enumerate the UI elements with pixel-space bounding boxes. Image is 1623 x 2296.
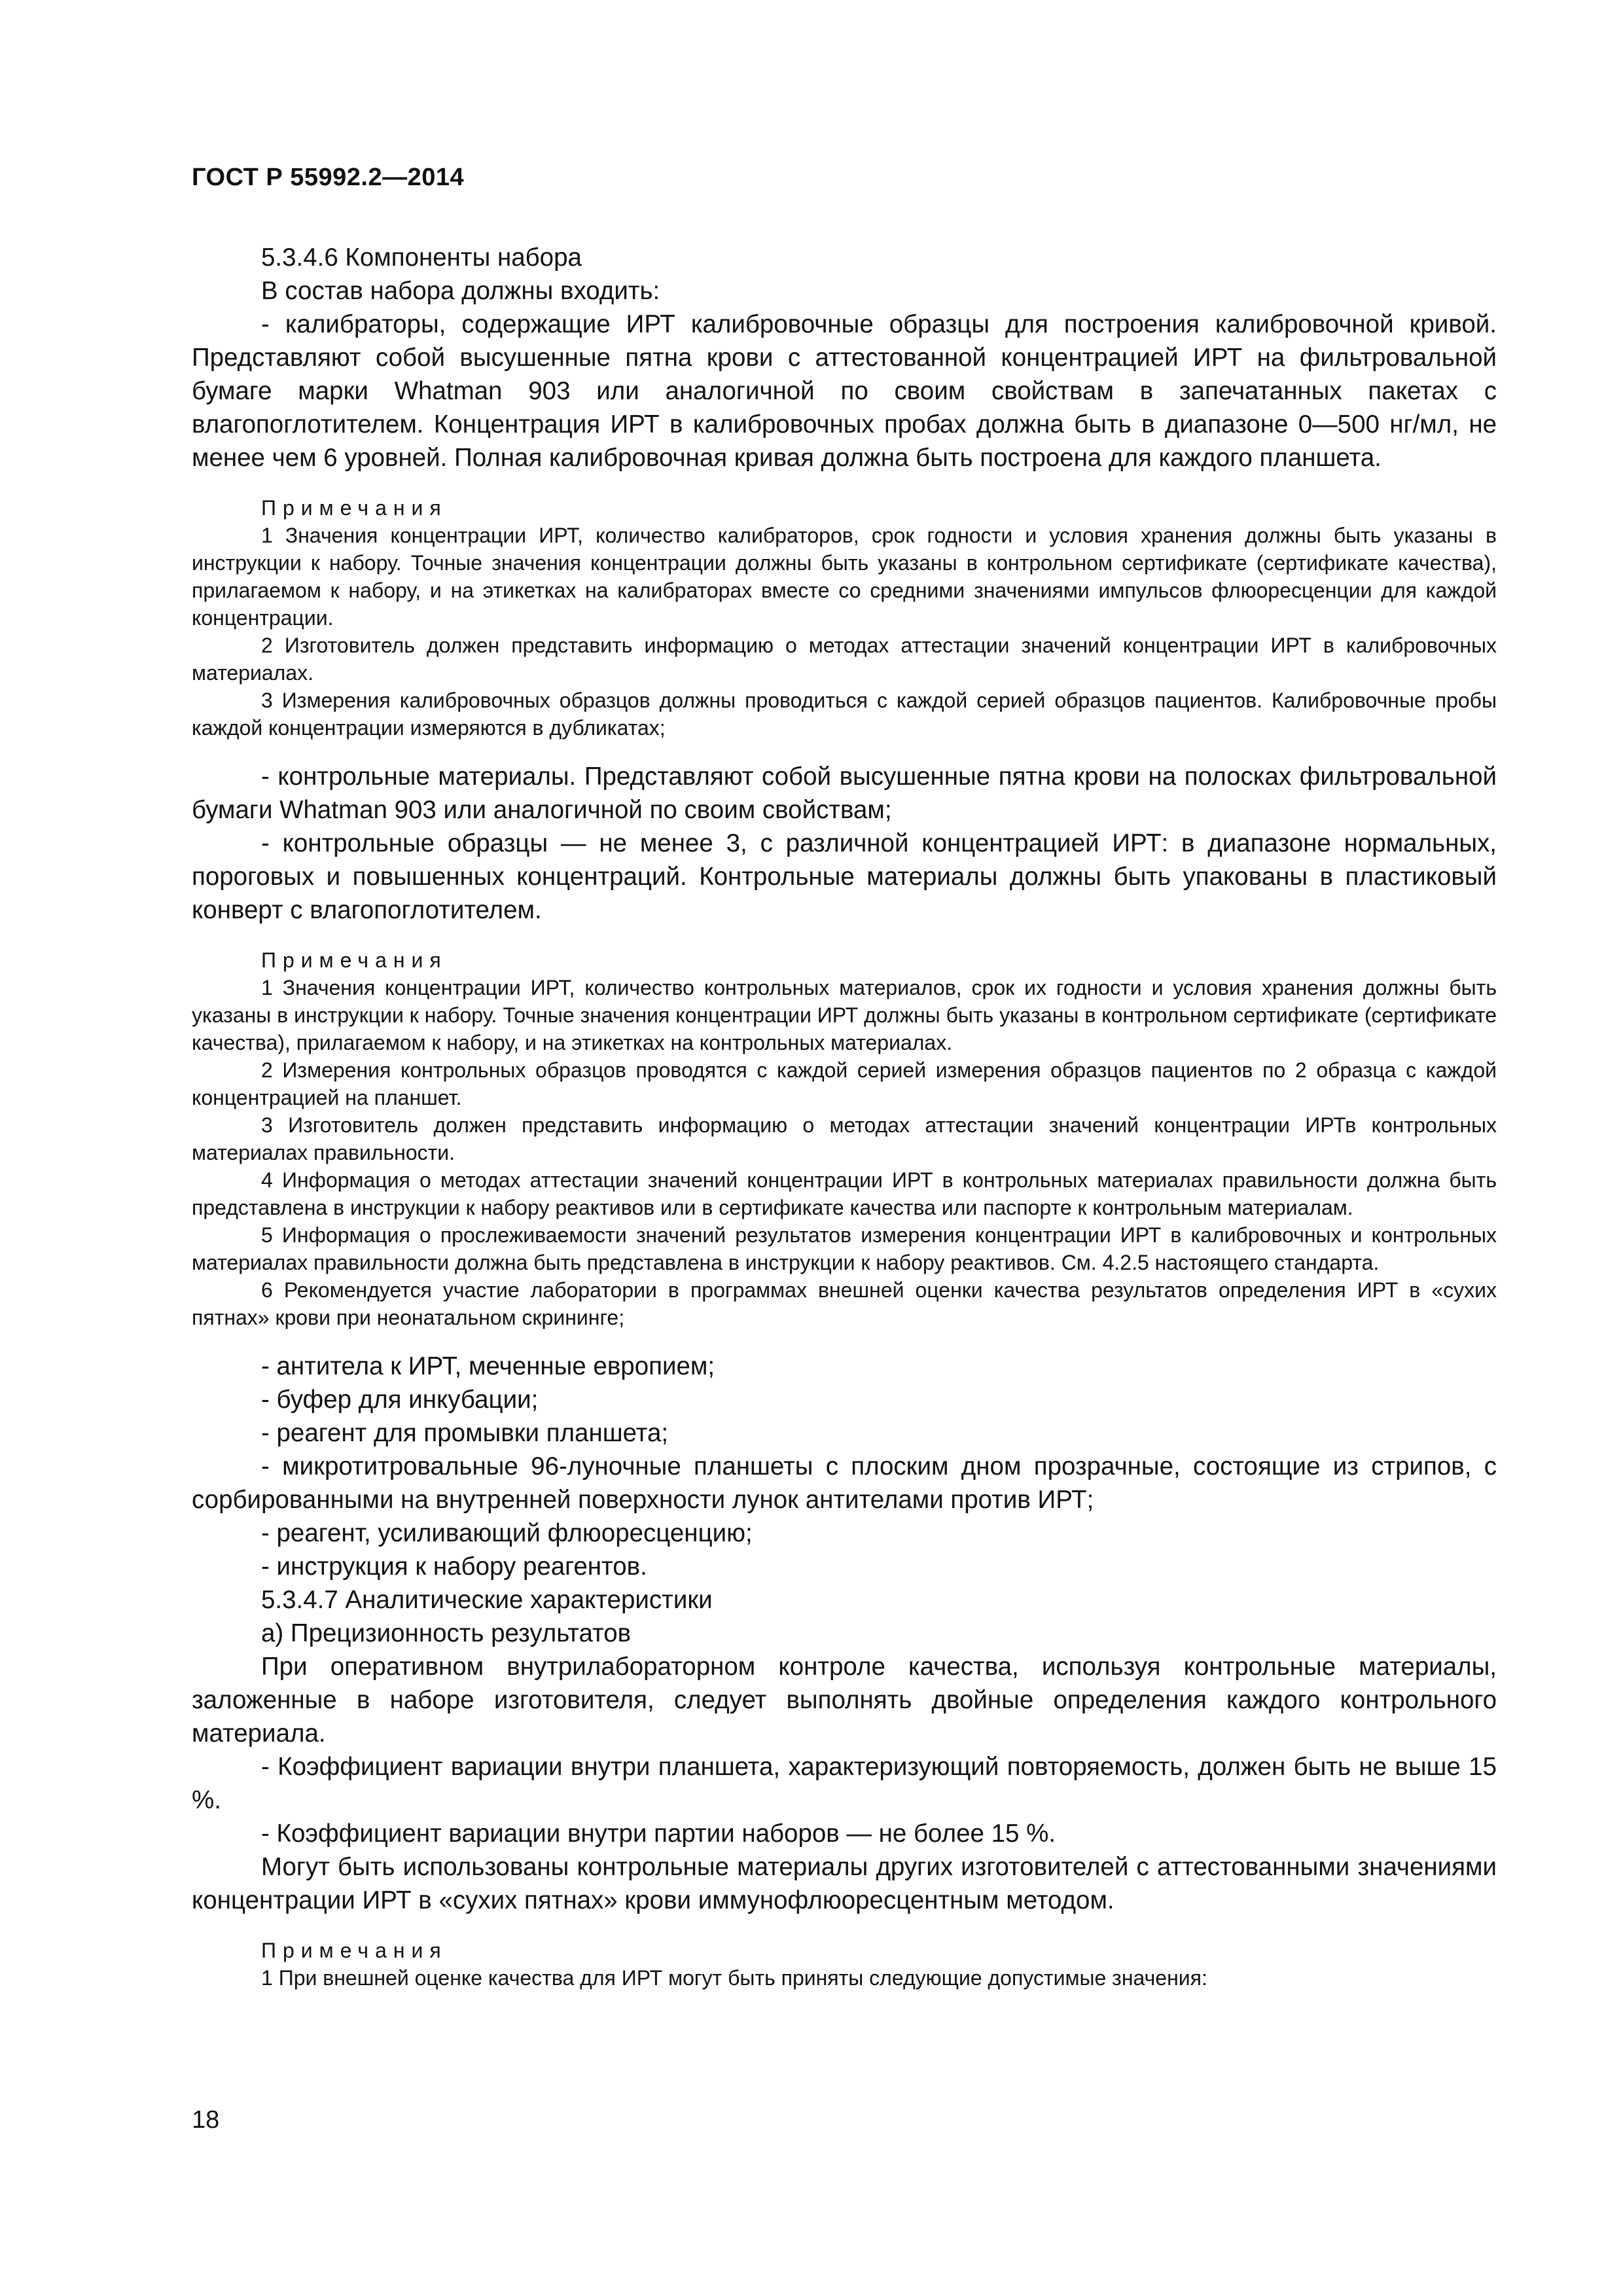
note-2-2: 2 Измерения контрольных образцов проводятся с каждой серией измерения образцов пациентов по 2 образца с каждой концентрацией на планшет. [192, 1058, 1497, 1109]
notes-heading-1: Примечания [261, 496, 448, 520]
note-2-6: 6 Рекомендуется участие лаборатории в программах внешней оценки качества результатов определения ИРТ в «сухих пятнах» крови при неонатальном скрининге; [192, 1278, 1497, 1329]
subsection-a-title: а) Прецизионность результатов [261, 1619, 632, 1647]
note-3-1: 1 При внешней оценке качества для ИРТ могут быть приняты следующие допустимые значения: [261, 1966, 1207, 1990]
list-item-control-samples: - контрольные образцы — не менее 3, с различной концентрацией ИРТ: в диапазоне нормальных, пороговых и повышенных концентраций. Контрольные материалы должны быть упакованы в пластиковый конверт с влагопоглотителем. [192, 829, 1497, 924]
notes-heading-2: Примечания [261, 948, 448, 972]
list-item-incubation-buffer: - буфер для инкубации; [261, 1386, 539, 1414]
list-item-control-materials: - контрольные материалы. Представляют собой высушенные пятна крови на полосках фильтровальной бумаги Whatman 903 или аналогичной по своим свойствам; [192, 762, 1497, 824]
list-item-instructions: - инструкция к набору реагентов. [261, 1552, 647, 1581]
document-code-header: ГОСТ Р 55992.2—2014 [192, 164, 465, 191]
kit-composition-intro: В состав набора должны входить: [261, 277, 660, 305]
other-manufacturers-paragraph: Могут быть использованы контрольные материалы других изготовителей с аттестованными значениями концентрации ИРТ в «сухих пятнах» крови иммунофлюоресцентным методом. [192, 1853, 1497, 1914]
notes-heading-3: Примечания [261, 1939, 448, 1962]
list-item-enhancement-reagent: - реагент, усиливающий флюоресценцию; [261, 1519, 753, 1547]
note-2-4: 4 Информация о методах аттестации значений концентрации ИРТ в контрольных материалах правильности должна быть представлена в инструкции к набору реактивов или в сертификате качества или паспорте к контрольным материалам. [192, 1168, 1497, 1219]
page-number: 18 [192, 2106, 220, 2134]
note-1-3: 3 Измерения калибровочных образцов должны проводиться с каждой серией образцов пациентов. Калибровочные пробы каждой концентрации измеряются в дубликатах; [192, 689, 1497, 740]
note-2-3: 3 Изготовитель должен представить информацию о методах аттестации значений концентрации ИРТв контрольных материалах правильности. [192, 1113, 1497, 1164]
list-item-cv-batch: - Коэффициент вариации внутри партии наборов — не более 15 %. [261, 1820, 1056, 1848]
section-5-3-4-7-title: 5.3.4.7 Аналитические характеристики [261, 1586, 713, 1614]
page-body [192, 241, 1497, 1992]
list-item-cv-plate: - Коэффициент вариации внутри планшета, характеризующий повторяемость, должен быть не выше 15 %. [192, 1753, 1497, 1814]
list-item-wash-reagent: - реагент для промывки планшета; [261, 1419, 669, 1447]
list-item-calibrators: - калибраторы, содержащие ИРТ калибровочные образцы для построения калибровочной кривой. Представляют собой высушенные пятна крови с аттестованной концентрацией ИРТ на фильтровальной бумаге марки Whatman 903 или аналогичной по своим свойствам в запечатанных пакетах с влагопоглотителем. Концентрация ИРТ в калибровочных пробах должна быть в диапазоне 0—500 нг/мл, не менее чем 6 уровней. Полная калибровочная кривая должна быть построена для каждого планшета. [192, 310, 1497, 472]
note-2-1: 1 Значения концентрации ИРТ, количество контрольных материалов, срок их годности и условия хранения должны быть указаны в инструкции к набору. Точные значения концентрации ИРТ должны быть указаны в контрольном сертификате (сертификате качества), прилагаемом к набору, и на этикетках на контрольных материалах. [192, 976, 1497, 1054]
list-item-microplates: - микротитровальные 96-луночные планшеты с плоским дном прозрачные, состоящие из стрипов, с сорбированными на внутренней поверхности лунок антителами против ИРТ; [192, 1452, 1497, 1514]
section-5-3-4-6-title: 5.3.4.6 Компоненты набора [261, 243, 582, 272]
precision-paragraph: При оперативном внутрилабораторном контроле качества, используя контрольные материалы, заложенные в наборе изготовителя, следует выполнять двойные определения каждого контрольного материала. [192, 1653, 1497, 1748]
note-1-2: 2 Изготовитель должен представить информацию о методах аттестации значений концентрации ИРТ в калибровочных материалах. [192, 634, 1497, 685]
note-1-1: 1 Значения концентрации ИРТ, количество калибраторов, срок годности и условия хранения должны быть указаны в инструкции к набору. Точные значения концентрации должны быть указаны в контрольном сертификате (сертификате качества), прилагаемом к набору, и на этикетках на калибраторах вместе со средними значениями импульсов флюоресценции для каждой концентрации. [192, 524, 1497, 630]
list-item-antibodies: - антитела к ИРТ, меченные европием; [261, 1352, 715, 1380]
note-2-5: 5 Информация о прослеживаемости значений результатов измерения концентрации ИРТ в калибровочных и контрольных материалах правильности должна быть представлена в инструкции к набору реактивов. См. 4.2.5 настоящего стандарта. [192, 1223, 1497, 1274]
